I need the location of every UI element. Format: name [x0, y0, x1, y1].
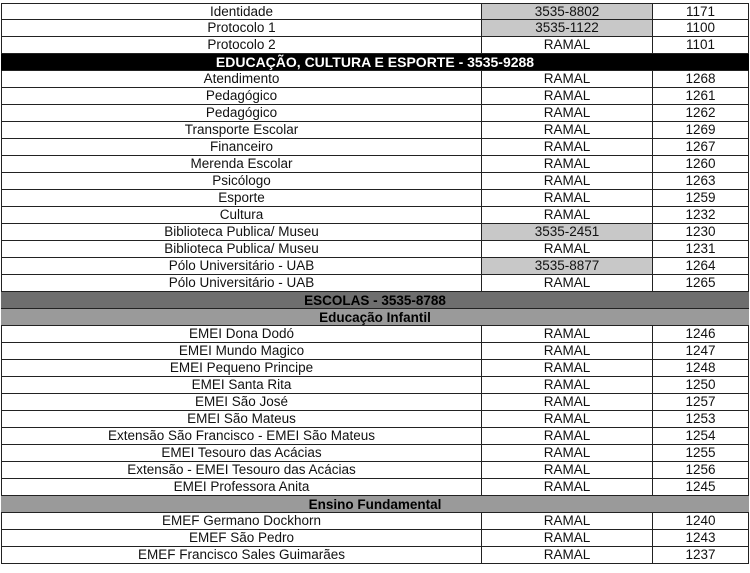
- department-name-cell: Extensão - EMEI Tesouro das Acácias: [1, 462, 481, 478]
- extension-cell: 1246: [652, 326, 749, 342]
- department-name-cell: EMEI Santa Rita: [1, 377, 481, 393]
- phone-cell: RAMAL: [481, 360, 652, 376]
- phone-cell: RAMAL: [481, 513, 652, 529]
- table-row: [1, 411, 749, 428]
- table-row: [1, 513, 749, 530]
- table-row: [1, 462, 749, 479]
- phone-cell: RAMAL: [481, 173, 652, 189]
- section-header-educacao: [1, 54, 749, 71]
- extension-cell: 1245: [652, 479, 749, 495]
- table-row: [1, 360, 749, 377]
- department-name-cell: Biblioteca Publica/ Museu: [1, 224, 481, 240]
- table-row: [1, 190, 749, 207]
- extension-cell: 1265: [652, 275, 749, 291]
- table-row: [1, 547, 749, 564]
- phone-cell: RAMAL: [481, 156, 652, 172]
- department-name-cell: Transporte Escolar: [1, 122, 481, 138]
- extension-cell: 1253: [652, 411, 749, 427]
- phone-cell: RAMAL: [481, 462, 652, 478]
- extension-cell: 1262: [652, 105, 749, 121]
- extension-cell: 1230: [652, 224, 749, 240]
- extension-cell: 1261: [652, 88, 749, 104]
- department-name-cell: Identidade: [1, 4, 481, 19]
- table-row: [1, 258, 749, 275]
- department-name-cell: Pólo Universitário - UAB: [1, 275, 481, 291]
- extension-cell: 1231: [652, 241, 749, 257]
- extension-cell: 1232: [652, 207, 749, 223]
- extension-cell: 1247: [652, 343, 749, 359]
- section-header-educacao-label: EDUCAÇÃO, CULTURA E ESPORTE - 3535-9288: [215, 54, 535, 70]
- phone-cell: RAMAL: [481, 377, 652, 393]
- department-name-cell: EMEI Dona Dodó: [1, 326, 481, 342]
- phone-cell: RAMAL: [481, 122, 652, 138]
- department-name-cell: Financeiro: [1, 139, 481, 155]
- department-name-cell: Cultura: [1, 207, 481, 223]
- section-header-escolas: [1, 292, 749, 309]
- table-row: [1, 37, 749, 54]
- department-name-cell: Protocolo 1: [1, 20, 481, 36]
- extension-cell: 1237: [652, 547, 749, 563]
- phone-cell: RAMAL: [481, 530, 652, 546]
- table-row: [1, 394, 749, 411]
- phone-cell: RAMAL: [481, 190, 652, 206]
- extension-cell: 1254: [652, 428, 749, 444]
- phone-cell: RAMAL: [481, 241, 652, 257]
- extension-cell: 1101: [652, 37, 749, 53]
- department-name-cell: Atendimento: [1, 71, 481, 87]
- phone-directory-table: [1, 3, 749, 564]
- department-name-cell: Merenda Escolar: [1, 156, 481, 172]
- phone-cell: RAMAL: [481, 71, 652, 87]
- extension-cell: 1260: [652, 156, 749, 172]
- table-row: [1, 445, 749, 462]
- table-row: [1, 71, 749, 88]
- phone-cell: 3535-2451: [481, 224, 652, 240]
- department-name-cell: Protocolo 2: [1, 37, 481, 53]
- phone-cell: RAMAL: [481, 445, 652, 461]
- phone-cell: RAMAL: [481, 275, 652, 291]
- extension-cell: 1267: [652, 139, 749, 155]
- extension-cell: 1264: [652, 258, 749, 274]
- phone-cell: RAMAL: [481, 479, 652, 495]
- department-name-cell: EMEF Francisco Sales Guimarães: [1, 547, 481, 563]
- table-row: [1, 20, 749, 37]
- extension-cell: 1256: [652, 462, 749, 478]
- table-row: [1, 122, 749, 139]
- table-row: [1, 377, 749, 394]
- subsection-header-infantil-label: Educação Infantil: [319, 309, 431, 325]
- extension-cell: 1100: [652, 20, 749, 36]
- phone-cell: RAMAL: [481, 105, 652, 121]
- phone-cell: RAMAL: [481, 326, 652, 342]
- phone-cell: RAMAL: [481, 428, 652, 444]
- extension-cell: 1171: [652, 4, 749, 19]
- department-name-cell: EMEF Germano Dockhorn: [1, 513, 481, 529]
- table-row: [1, 207, 749, 224]
- extension-cell: 1263: [652, 173, 749, 189]
- extension-cell: 1243: [652, 530, 749, 546]
- phone-cell: 3535-1122: [481, 20, 652, 36]
- phone-cell: RAMAL: [481, 343, 652, 359]
- department-name-cell: EMEF São Pedro: [1, 530, 481, 546]
- extension-cell: 1240: [652, 513, 749, 529]
- phone-cell: 3535-8802: [481, 4, 652, 19]
- table-row: [1, 326, 749, 343]
- phone-cell: RAMAL: [481, 207, 652, 223]
- phone-cell: RAMAL: [481, 37, 652, 53]
- table-row: [1, 479, 749, 496]
- table-row: [1, 275, 749, 292]
- table-row: [1, 139, 749, 156]
- department-name-cell: EMEI São Mateus: [1, 411, 481, 427]
- table-row: [1, 343, 749, 360]
- department-name-cell: Esporte: [1, 190, 481, 206]
- extension-cell: 1257: [652, 394, 749, 410]
- department-name-cell: EMEI Tesouro das Acácias: [1, 445, 481, 461]
- phone-cell: 3535-8877: [481, 258, 652, 274]
- phone-cell: RAMAL: [481, 394, 652, 410]
- department-name-cell: Pedagógico: [1, 88, 481, 104]
- department-name-cell: EMEI São José: [1, 394, 481, 410]
- extension-cell: 1269: [652, 122, 749, 138]
- phone-cell: RAMAL: [481, 88, 652, 104]
- department-name-cell: Biblioteca Publica/ Museu: [1, 241, 481, 257]
- department-name-cell: EMEI Professora Anita: [1, 479, 481, 495]
- subsection-header-infantil: [1, 309, 749, 326]
- subsection-header-fundamental-label: Ensino Fundamental: [308, 496, 442, 512]
- table-row: [1, 173, 749, 190]
- extension-cell: 1259: [652, 190, 749, 206]
- department-name-cell: Extensão São Francisco - EMEI São Mateus: [1, 428, 481, 444]
- extension-cell: 1255: [652, 445, 749, 461]
- table-row: [1, 156, 749, 173]
- department-name-cell: Psicólogo: [1, 173, 481, 189]
- table-row: [1, 105, 749, 122]
- subsection-header-fundamental: [1, 496, 749, 513]
- department-name-cell: Pólo Universitário - UAB: [1, 258, 481, 274]
- table-row: [1, 241, 749, 258]
- phone-cell: RAMAL: [481, 139, 652, 155]
- table-row: [1, 224, 749, 241]
- extension-cell: 1250: [652, 377, 749, 393]
- table-row: [1, 3, 749, 20]
- department-name-cell: EMEI Pequeno Principe: [1, 360, 481, 376]
- table-row: [1, 530, 749, 547]
- extension-cell: 1268: [652, 71, 749, 87]
- section-header-escolas-label: ESCOLAS - 3535-8788: [304, 292, 446, 308]
- phone-cell: RAMAL: [481, 411, 652, 427]
- department-name-cell: Pedagógico: [1, 105, 481, 121]
- phone-cell: RAMAL: [481, 547, 652, 563]
- department-name-cell: EMEI Mundo Magico: [1, 343, 481, 359]
- table-row: [1, 88, 749, 105]
- table-row: [1, 428, 749, 445]
- extension-cell: 1248: [652, 360, 749, 376]
